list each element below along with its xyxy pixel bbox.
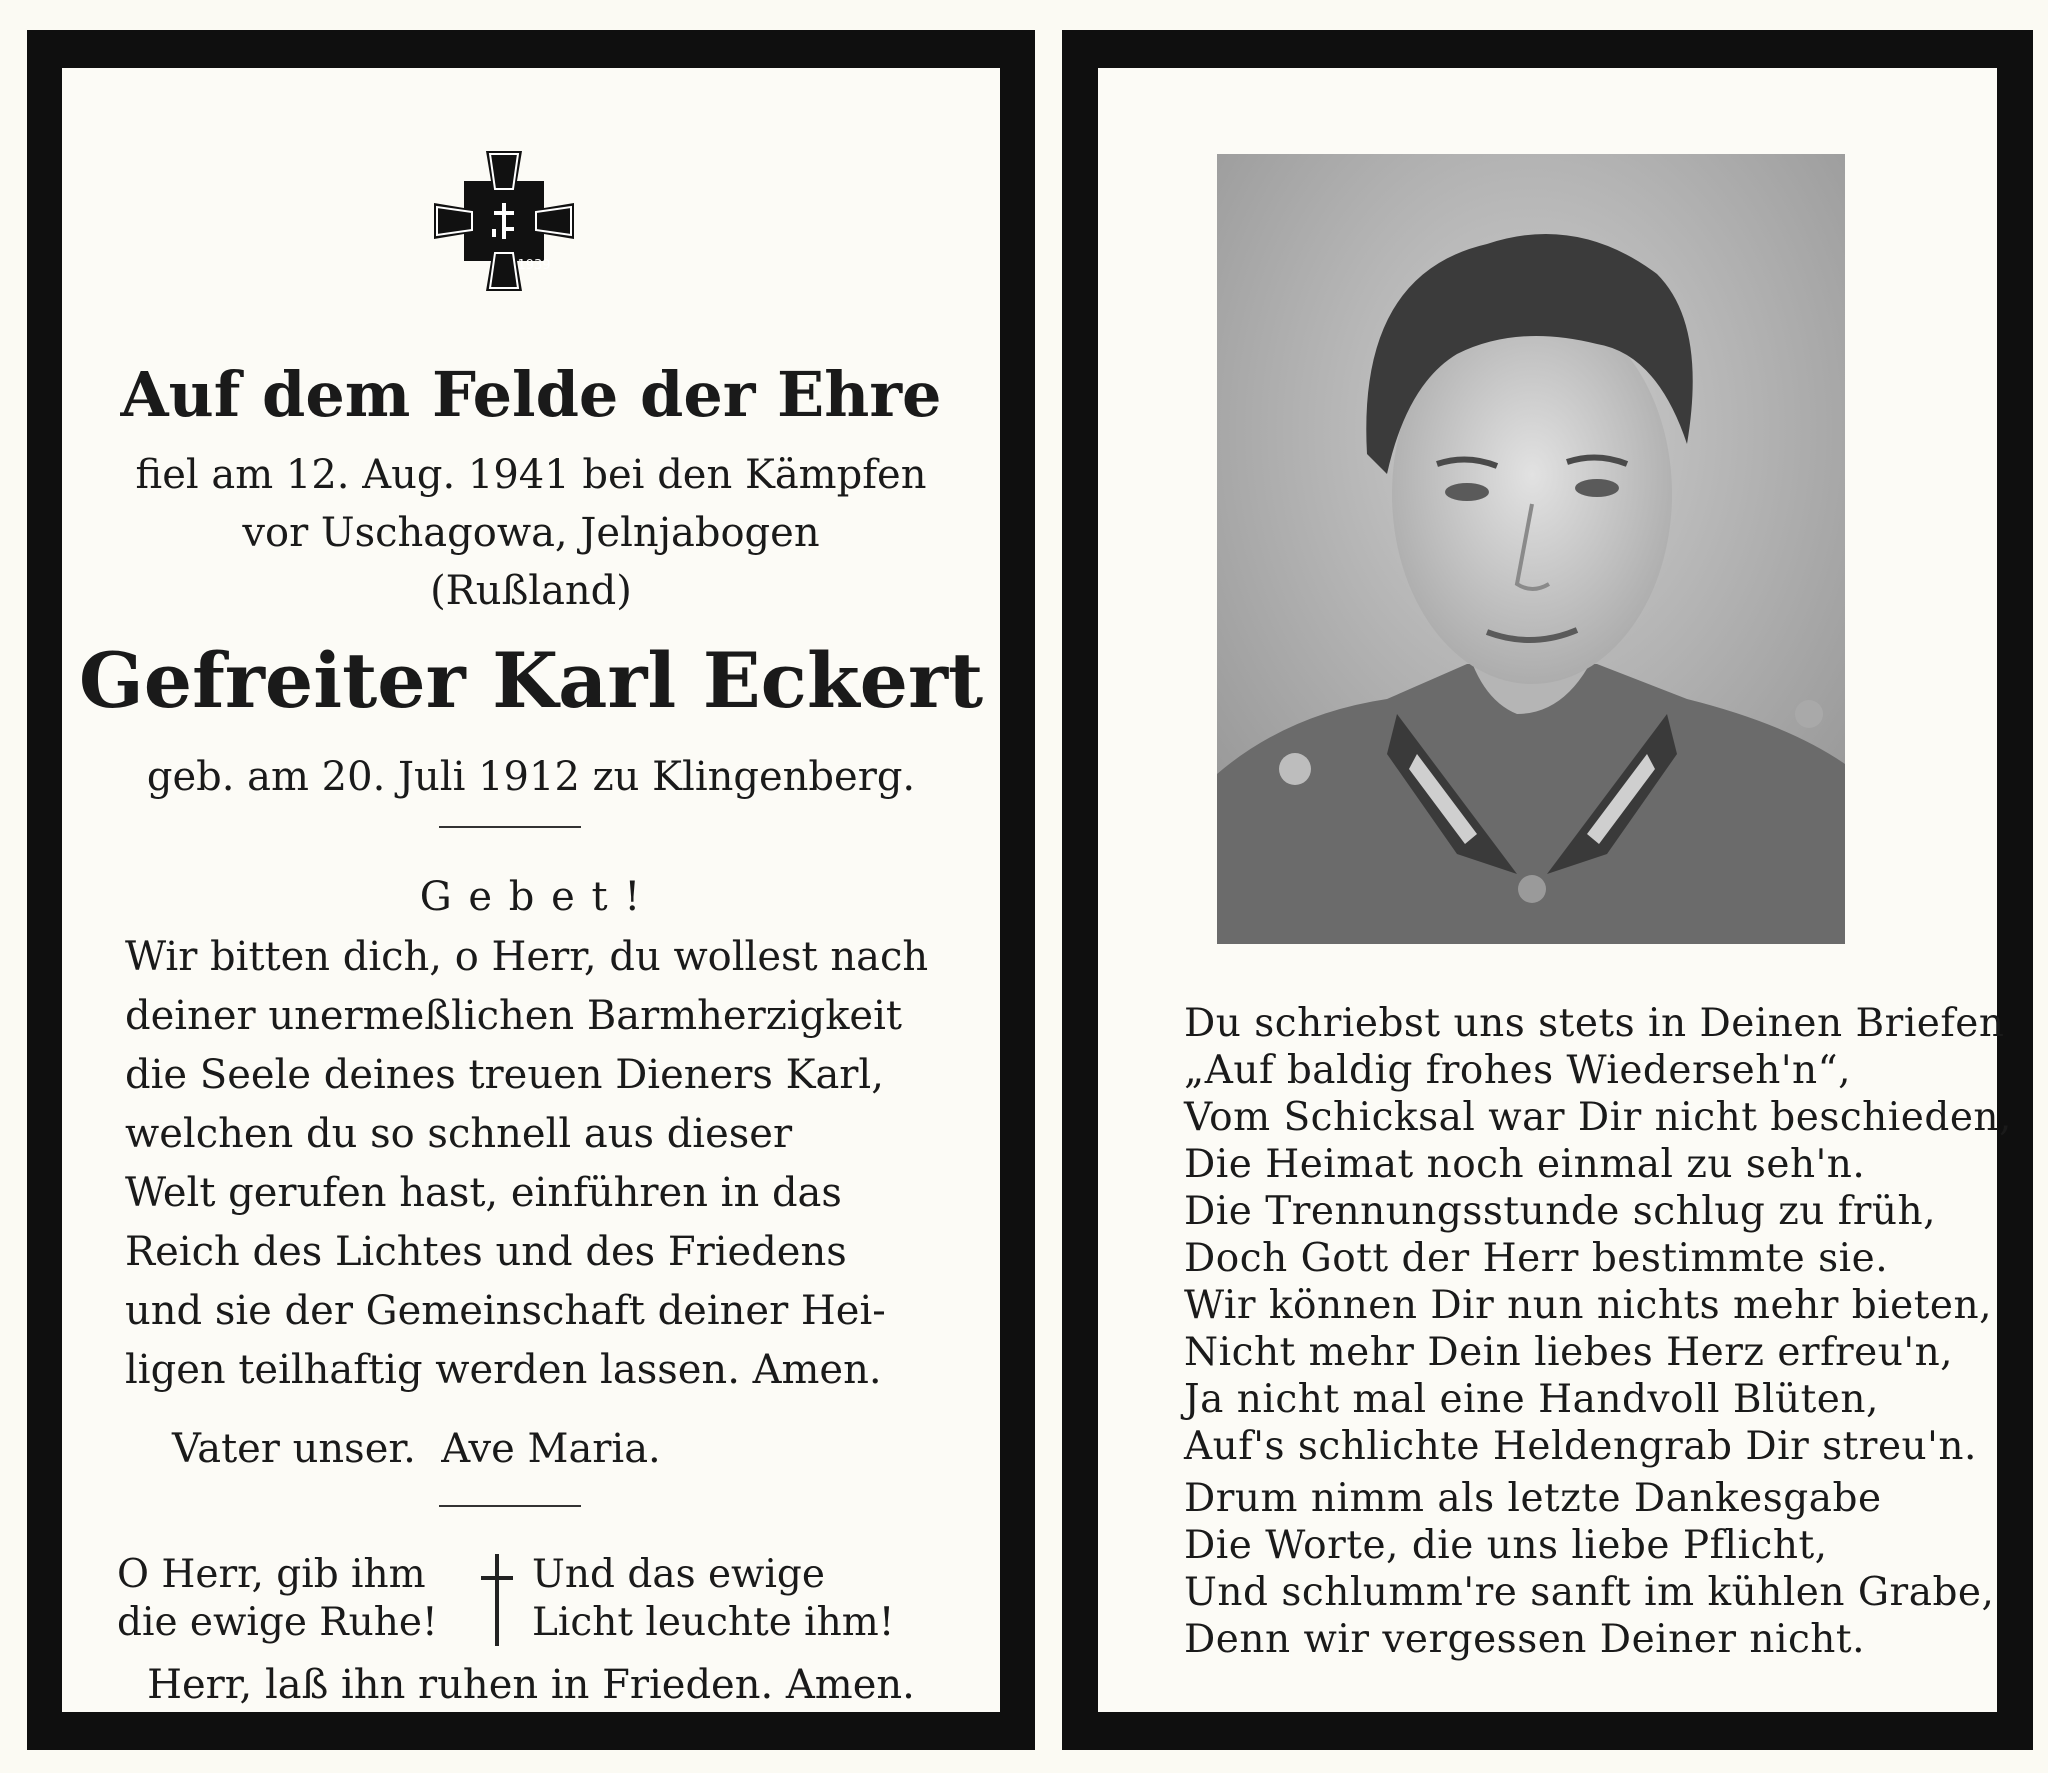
verse-right-1: Und das ewige <box>532 1552 825 1597</box>
prayer-title: G e b e t ! <box>419 874 643 920</box>
poem-line: Vom Schicksal war Dir nicht beschieden, <box>1184 1095 2012 1140</box>
prayer-line: welchen du so schnell aus dieser <box>125 1111 793 1157</box>
poem-line: Denn wir vergessen Deiner nicht. <box>1184 1617 1865 1662</box>
verse-right-2: Licht leuchte ihm! <box>532 1600 895 1645</box>
poem-line: Drum nimm als letzte Dankesgabe <box>1184 1476 1882 1521</box>
heading: Auf dem Felde der Ehre <box>120 358 942 431</box>
death-date-line: fiel am 12. Aug. 1941 bei den Kämpfen <box>135 452 927 498</box>
soldier-portrait <box>1217 154 1845 944</box>
poem-line: Ja nicht mal eine Handvoll Blüten, <box>1184 1377 1879 1422</box>
closing-prayer: Vater unser. Ave Maria. <box>172 1426 661 1472</box>
cross-icon <box>479 1554 515 1646</box>
prayer-line: deiner unermeßlichen Barmherzigkeit <box>125 993 902 1039</box>
poem-line: „Auf baldig frohes Wiederseh'n“, <box>1184 1048 1852 1093</box>
right-card <box>1098 68 2012 1712</box>
poem-line: Die Trennungsstunde schlug zu früh, <box>1184 1189 1936 1234</box>
poem-line: Die Worte, die uns liebe Pflicht, <box>1184 1523 1828 1568</box>
divider <box>439 826 581 828</box>
prayer-line: Wir bitten dich, o Herr, du wollest nach <box>125 934 929 980</box>
prayer-line: die Seele deines treuen Dieners Karl, <box>125 1052 884 1098</box>
poem-line: Du schriebst uns stets in Deinen Briefen <box>1184 1001 2005 1046</box>
iron-cross-icon <box>434 151 574 291</box>
medal-year: 1939 <box>517 258 551 273</box>
poem-line: Wir können Dir nun nichts mehr bieten, <box>1184 1283 1993 1328</box>
prayer-line: ligen teilhaftig werden lassen. Amen. <box>125 1347 882 1393</box>
prayer-line: Welt gerufen hast, einführen in das <box>125 1170 842 1216</box>
prayer-line: und sie der Gemeinschaft deiner Hei- <box>125 1288 886 1334</box>
prayer-line: Reich des Lichtes und des Friedens <box>125 1229 847 1275</box>
poem-line: Auf's schlichte Heldengrab Dir streu'n. <box>1184 1424 1977 1469</box>
divider <box>439 1505 581 1507</box>
portrait-image <box>1217 154 1845 944</box>
final-line: Herr, laß ihn ruhen in Frieden. Amen. <box>147 1662 915 1708</box>
left-card-border <box>27 30 1035 1750</box>
location-line: vor Uschagowa, Jelnjabogen <box>242 510 820 556</box>
poem-line: Und schlumm're sanft im kühlen Grabe, <box>1184 1570 1995 1615</box>
verse-left-1: O Herr, gib ihm <box>117 1552 426 1597</box>
birth-line: geb. am 20. Juli 1912 zu Klingenberg. <box>146 754 916 800</box>
country-line: (Rußland) <box>430 568 632 614</box>
poem-line: Die Heimat noch einmal zu seh'n. <box>1184 1142 1866 1187</box>
poem-line: Doch Gott der Herr bestimmte sie. <box>1184 1236 1889 1281</box>
left-card <box>62 68 1000 1712</box>
soldier-name: Gefreiter Karl Eckert <box>78 636 984 725</box>
poem-line: Nicht mehr Dein liebes Herz erfreu'n, <box>1184 1330 1954 1375</box>
verse-left-2: die ewige Ruhe! <box>117 1600 438 1645</box>
right-card-border <box>1062 30 2033 1750</box>
